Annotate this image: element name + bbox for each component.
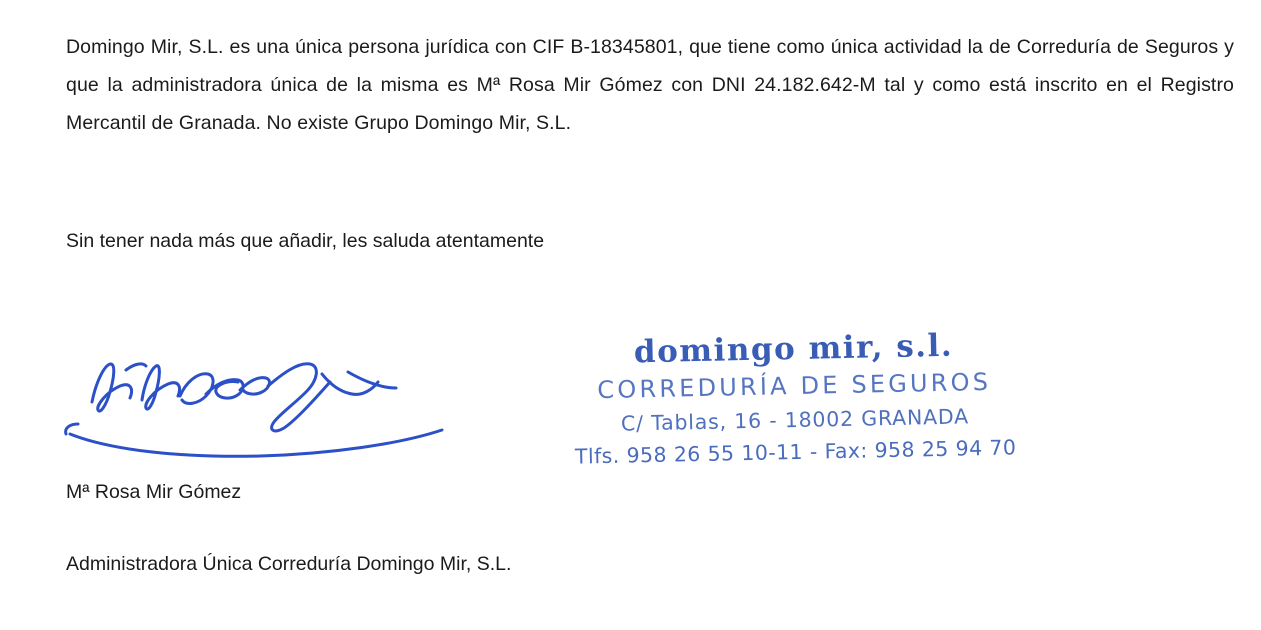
- stamp-company-name: domingo mir, s.l.: [633, 327, 954, 371]
- stamp-address: C/ Tablas, 16 - 18002 GRANADA: [620, 404, 970, 436]
- company-stamp: [558, 325, 1032, 515]
- stamp-phones: Tlfs. 958 26 55 10-11 - Fax: 958 25 94 70: [574, 435, 1017, 469]
- handwritten-signature-icon: [30, 330, 460, 470]
- stamp-activity: CORREDURÍA DE SEGUROS: [597, 367, 992, 405]
- signer-role: Administradora Única Correduría Domingo Mir, S.L.: [66, 553, 512, 575]
- paragraph-closing: Sin tener nada más que añadir, les saluda atentamente: [66, 229, 545, 252]
- paragraph-company-info: Domingo Mir, S.L. es una única persona jurídica con CIF B-18345801, que tiene como única actividad la de Correduría de Seguros y que la administradora única de la misma es Mª Rosa Mir Gómez con DNI 24.182.642-M tal y como está inscrito en el Registro Mercantil de Granada. No existe Grupo Domingo Mir, S.L.: [66, 35, 1234, 134]
- signer-name: Mª Rosa Mir Gómez: [66, 481, 242, 503]
